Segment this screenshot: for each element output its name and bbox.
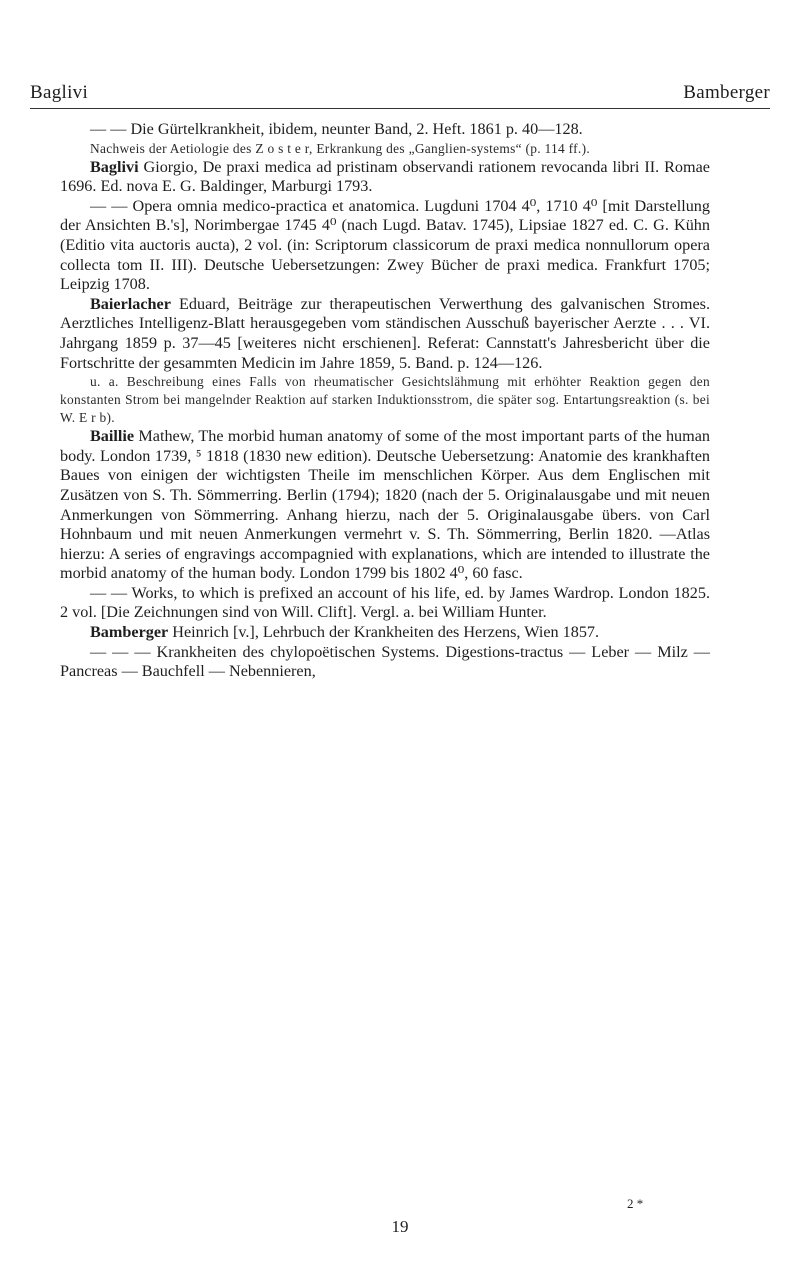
entry-baillie: Baillie Mathew, The morbid human anatomy of some of the most important parts of the human body. London 1739, ⁵ 1818 (1830 new edition). Deutsche Uebersetzung: Anatomie des krankhaften Baues von einigen der wichtigsten Theile im menschlichen Körper. Aus dem Englischen mit Zusätzen von S. Th. Sömmerring. Berlin (1794); 1820 (nach der 5. Originalausgabe und mit neuen Anmerkungen von Sömmerring. Anhang hierzu, nach der 5. Originalausgabe übers. von Carl Hohnbaum und mit neuen Anmerkungen vermehrt v. S. Th. Sömmerring, Berlin 1820. —Atlas hierzu: A series of engravings accompagnied with explanations, which are intended to illustrate the morbid anatomy of the human body. London 1799 bis 1802 4⁰, 60 fasc. [60, 427, 710, 583]
entry-continuation: — — Opera omnia medico-practica et anatomica. Lugduni 1704 4⁰, 1710 4⁰ [mit Darstellung der Ansichten B.'s], Norimbergae 1745 4⁰ (nach Lugd. Batav. 1745), Lipsiae 1827 ed. C. G. Kühn (Editio vita auctoris aucta), 2 vol. (in: Scriptorum classicorum de praxi medica nonnullorum opera collecta tom II. III). Deutsche Uebersetzungen: Zwey Bücher de praxi medica. Frankfurt 1705; Leipzig 1708. [60, 196, 710, 294]
entry-note: Nachweis der Aetiologie des Z o s t e r, Erkrankung des „Ganglien-systems“ (p. 114 ff.). [90, 140, 590, 156]
author-name: Baillie [90, 427, 135, 446]
page-number: 19 [391, 1217, 409, 1236]
entry-baierlacher: Baierlacher Eduard, Beiträge zur therapeutischen Verwerthung des galvanischen Stromes. Aerztliches Intelligenz-Blatt herausgegeben vom ständischen Ausschuß bayerischer Aerzte . . . VI. Jahrgang 1859 p. 37—45 [weiteres nicht erschienen]. Referat: Cannstatt's Jahresbericht über die Fortschritte der gesammten Medicin im Jahre 1859, 5. Band. p. 124—126. [60, 294, 710, 372]
author-name: Baierlacher [90, 294, 171, 313]
bibliography-text [60, 120, 710, 682]
header-left-catchword: Baglivi [30, 82, 89, 103]
entry-continuation: — — Die Gürtelkrankheit, ibidem, neunter Band, 2. Heft. 1861 p. 40—128. [90, 120, 583, 138]
entry-continuation: — — Works, to which is prefixed an account of his life, ed. by James Wardrop. London 1825. 2 vol. [Die Zeichnungen sind von Will. Clift]. Vergl. a. bei William Hunter. [60, 583, 710, 622]
author-name: Bamberger [90, 623, 169, 642]
entry-note: u. a. Beschreibung eines Falls von rheumatischer Gesichtslähmung mit erhöhter Reaktion gegen den konstanten Strom bei mangelnder Reaktion auf starken Induktionsstrom, die später sog. Entartungsreaktion (s. bei W. E r b). [60, 374, 710, 426]
signature-mark: 2 * [627, 1196, 644, 1211]
entry-continuation: — — — Krankheiten des chylopoëtischen Systems. Digestions-tractus — Leber — Milz — Pancreas — Bauchfell — Nebennieren, [60, 642, 710, 681]
entry-baglivi: Baglivi Giorgio, De praxi medica ad pristinam observandi rationem revocanda libri II. Romae 1696. Ed. nova E. G. Baldinger, Marburgi 1793. [60, 157, 710, 196]
author-name: Baglivi [90, 157, 139, 176]
header-right-catchword: Bamberger [683, 82, 770, 103]
running-header [30, 80, 770, 109]
entry-bamberger: Bamberger Heinrich [v.], Lehrbuch der Krankheiten des Herzens, Wien 1857. [90, 623, 600, 642]
